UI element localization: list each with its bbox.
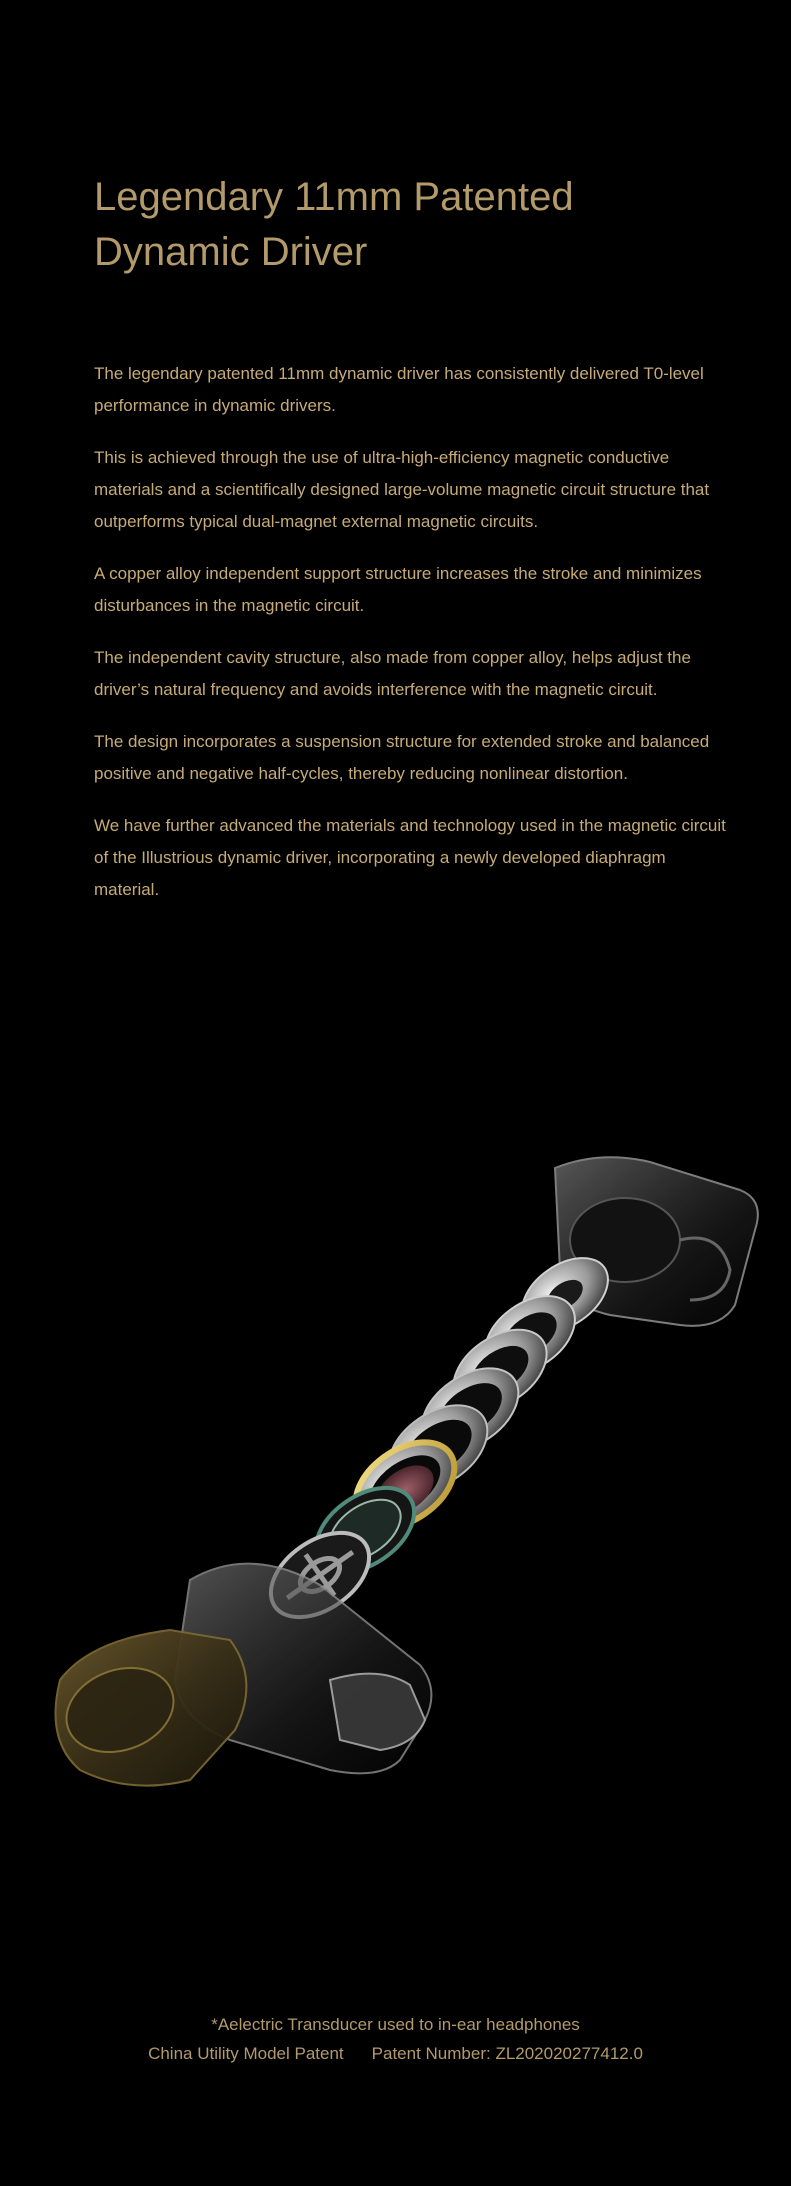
patent-footer <box>0 2010 791 2068</box>
page-title-line-2: Dynamic Driver <box>94 230 368 274</box>
footer-note: *Aelectric Transducer used to in-ear headphones <box>211 2015 580 2034</box>
description-paragraph: A copper alloy independent support structure increases the stroke and minimizes disturbances in the magnetic circuit. <box>94 564 702 615</box>
footer-patent-row <box>0 2039 791 2068</box>
front-shell-with-nozzle <box>55 1564 432 1786</box>
description-paragraph: This is achieved through the use of ultra-high-efficiency magnetic conductive materials and a scientifically designed large-volume magnetic circuit structure that outperforms typical dual-magnet external magnetic circuits. <box>94 448 710 531</box>
page-title <box>94 170 714 280</box>
patent-label: China Utility Model Patent <box>148 2044 344 2063</box>
patent-number: Patent Number: ZL202020277412.0 <box>371 2044 643 2063</box>
description-paragraph: The independent cavity structure, also made from copper alloy, helps adjust the driver’s natural frequency and avoids interference with the magnetic circuit. <box>94 648 691 699</box>
description-paragraph: The legendary patented 11mm dynamic driver has consistently delivered T0-level performance in dynamic drivers. <box>94 364 704 415</box>
description-paragraph: The design incorporates a suspension structure for extended stroke and balanced positive and negative half-cycles, thereby reducing nonlinear distortion. <box>94 732 710 783</box>
description-section <box>94 358 734 926</box>
description-paragraph: We have further advanced the materials and technology used in the magnetic circuit of the Illustrious dynamic driver, incorporating a newly developed diaphragm material. <box>94 816 726 899</box>
page-title-line-1: Legendary 11mm Patented <box>94 175 574 219</box>
exploded-driver-illustration <box>0 1120 791 1820</box>
